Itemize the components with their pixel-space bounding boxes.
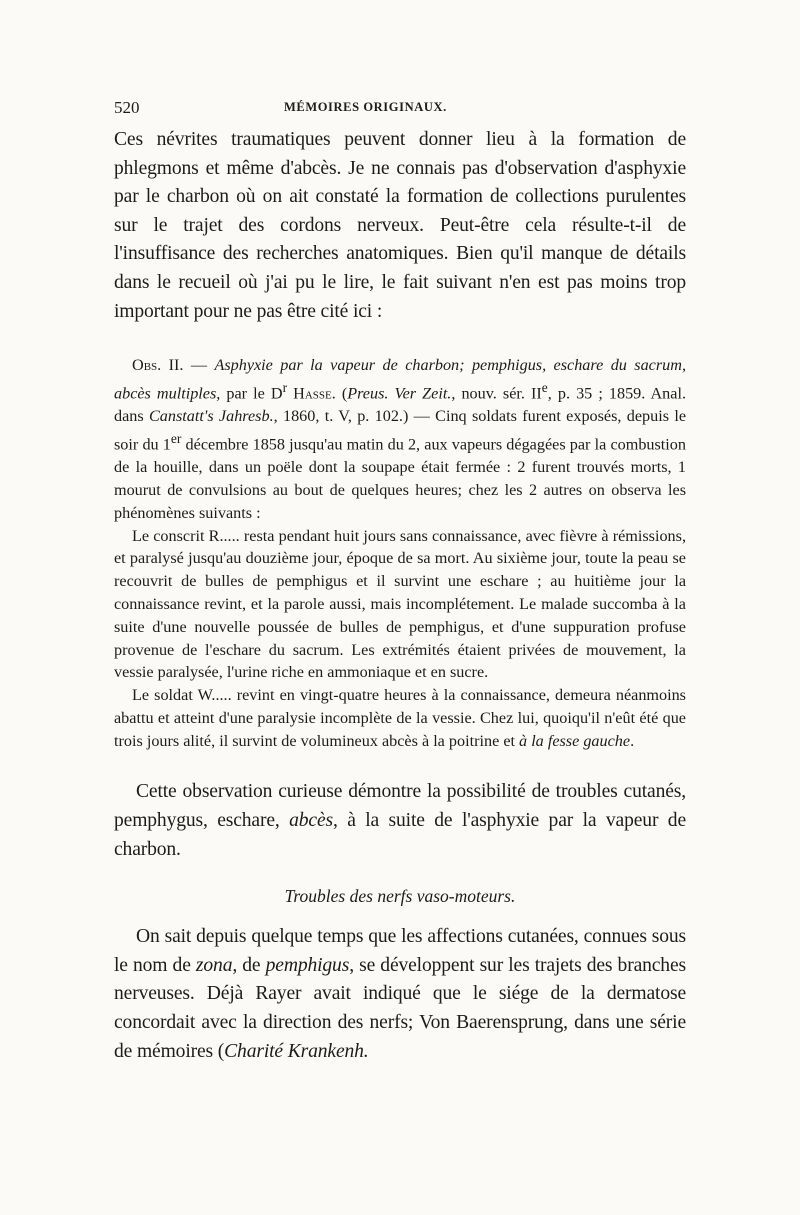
obs-label: Obs. II. [132,356,184,375]
page-header [114,98,686,126]
obs-ser-sup: e [541,379,548,395]
observation-paragraph-3 [114,684,686,752]
conclusion-c: , à la suite de l'asphyxie par la vapeur de charbon. [114,810,686,860]
obs-src-open: . ( [331,384,348,403]
obs-source-2: Canstatt's Jahresb. [148,407,274,426]
obs-dr-sup: r [282,379,288,395]
obs-author: Hasse [287,384,332,403]
obs-source-1: Preus. Ver Zeit. [347,384,452,403]
obs-by: , par le D [216,384,283,403]
obs-source-1-tail: , p. 35 ; 1859. Anal. dans [114,384,686,426]
observation-block [114,354,686,752]
vasomotor-citation: Charité Krankenh. [224,1040,369,1062]
obs-er-sup: er [170,430,182,446]
paragraph-intro: Ces névrites traumatiques peuvent donner lieu à la formation de phlegmons et même d'abcès. Je ne connais pas d'observation d'asphyxie par le charbon où on ait constaté la formation de collections purulentes sur le trajet des cordons nerveux. Peut-être cela résulte-t-il de l'insuffisance des recherches anatomiques. Bien qu'il manque de détails dans le recueil où j'ai pu le lire, le fait suivant n'en est pas moins trop important pour ne pas être cité ici : [114,129,686,322]
vasomotor-c: , se développent sur les trajets des branches nerveuses. Déjà Rayer avait indiqué que le siége de la dermatose concordait avec la direction des nerfs; Von Baerensprung, dans une série de mémoires ( [114,954,686,1062]
running-head: MÉMOIRES ORIGINAUX. [284,100,447,114]
page [114,98,686,1066]
vasomotor-b: , de [232,954,266,976]
obs-source-1-rest: , nouv. sér. II [451,384,542,403]
obs-p3-end: . [630,731,635,750]
section-title: Troubles des nerfs vaso-moteurs. [284,886,516,907]
observation-paragraph-1 [114,354,686,524]
conclusion-a: Cette observation curieuse démontre la possibilité de troubles cutanés, pemphygus, eschare, [114,781,686,832]
obs-dash: — [183,356,215,375]
obs-p3-main: Le soldat W..... revint en vingt-quatre heures à la connaissance, demeura néanmoins abattu et atteint d'une paralysie incomplète de la vessie. Chez lui, quoiqu'il n'eût été que trois jours alité, il survint de volumineux abcès à la poitrine et [114,686,686,750]
paragraph-vasomotor [114,923,686,1066]
observation-paragraph-2: Le conscrit R..... resta pendant huit jours sans connaissance, avec fièvre à rémissions, et paralysé jusqu'au douzième jour, époque de sa mort. Au sixième jour, toute la peau se recouvrit de bulles de pemphigus et il survint une eschare ; au huitième jour la connaissance revint, et la parole aussi, mais incomplétement. Le malade succomba à la suite d'une nouvelle poussée de bulles de pemphigus, et d'une suppuration profuse provenue de l'eschare du sacrum. Les extrémités étaient privées de mouvement, la vessie paralysée, l'urine riche en ammoniaque et en sucre. [114,526,686,682]
paragraph-conclusion [114,778,686,864]
vasomotor-a: On sait depuis quelque temps que les affections cutanées, connues sous le nom de [114,926,686,976]
page-number: 520 [114,98,140,117]
obs-source-2-tail: , 1860, t. V, p. 102.) — Cinq soldats furent exposés, depuis le soir du 1 [114,407,687,454]
vasomotor-pemphigus: pemphigus [265,954,350,976]
vasomotor-zona: zona [195,954,233,976]
obs-title: Asphyxie par la vapeur de charbon; pemphigus, eschare du sacrum, abcès multiples [114,356,686,403]
obs-rest: décembre 1858 jusqu'au matin du 2, aux vapeurs dégagées par la combustion de la houille, dans un poële dont la soupape était fermée : 2 furent trouvés morts, 1 mourut de convulsions au bout de quelques heures; chez les 2 autres on observa les phénomènes suivants : [114,435,686,522]
obs-p3-italic: à la fesse gauche [519,731,631,750]
conclusion-italic: abcès [289,810,333,832]
